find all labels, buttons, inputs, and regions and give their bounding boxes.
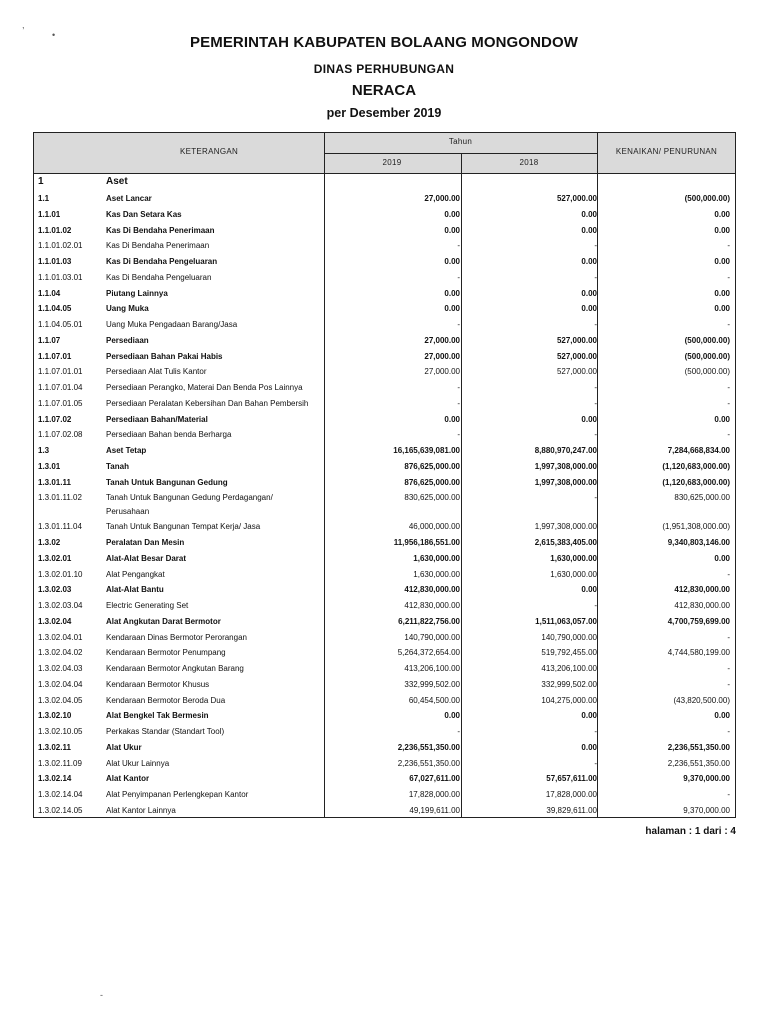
row-value-2019: 0.00 xyxy=(444,225,460,235)
row-value-2018: - xyxy=(594,241,597,251)
table-row xyxy=(34,535,735,551)
table-row xyxy=(34,693,735,709)
row-value-2018: 0.00 xyxy=(581,288,597,298)
row-code: 1.3.02.14.04 xyxy=(38,790,83,799)
row-value-change: (1,120,683,000.00) xyxy=(662,477,730,487)
row-code: 1.1.01.03 xyxy=(38,257,72,266)
table-row xyxy=(34,614,735,630)
row-description: Electric Generating Set xyxy=(106,601,189,610)
row-value-2019: 412,830,000.00 xyxy=(404,601,460,610)
table-row xyxy=(34,787,735,803)
row-value-2018: 527,000.00 xyxy=(556,335,597,345)
department-title: DINAS PERHUBUNGAN xyxy=(313,62,455,76)
row-value-change: 4,744,580,199.00 xyxy=(667,648,730,658)
row-value-change: 2,236,551,350.00 xyxy=(667,758,730,768)
table-row xyxy=(34,677,735,693)
row-value-2018: 413,206,100.00 xyxy=(541,664,597,673)
row-description: Alat Ukur Lainnya xyxy=(106,758,170,768)
row-description: Persediaan Bahan Pakai Habis xyxy=(106,351,223,361)
row-code: 1.3.02.10 xyxy=(38,711,72,721)
row-value-change: 412,830,000.00 xyxy=(674,601,730,610)
table-row xyxy=(34,551,735,567)
row-description: Peralatan Dan Mesin xyxy=(106,538,185,547)
table-row xyxy=(34,333,735,349)
row-value-2019: 16,165,639,081.00 xyxy=(393,446,460,455)
table-row xyxy=(34,301,735,317)
row-value-change: 0.00 xyxy=(714,553,730,563)
row-code: 1.3.01.11 xyxy=(38,477,71,487)
row-code: 1.1 xyxy=(38,194,50,203)
row-value-2018: 1,997,308,000.00 xyxy=(534,522,597,532)
row-description: Kas Di Bendaha Penerimaan xyxy=(106,225,215,235)
row-description: Kendaraan Bermotor Penumpang xyxy=(106,648,226,658)
row-value-2018: 527,000.00 xyxy=(556,194,597,203)
row-code: 1.1.07.02 xyxy=(38,414,72,424)
row-value-change: - xyxy=(727,430,730,440)
table-row xyxy=(34,191,735,207)
table-row xyxy=(34,380,735,396)
row-value-2019: 876,625,000.00 xyxy=(404,477,460,487)
row-description: Tanah Untuk Bangunan Gedung Perdagangan/ Perusahaan xyxy=(106,493,273,517)
row-value-change: 9,340,803,146.00 xyxy=(667,538,730,547)
row-code: 1.3.02 xyxy=(38,538,61,547)
row-value-2019: - xyxy=(457,272,460,282)
row-value-2018: 2,615,383,405.00 xyxy=(534,538,597,547)
row-value-2018: 519,792,455.00 xyxy=(541,648,597,658)
table-row xyxy=(34,661,735,677)
header-keterangan: KETERANGAN xyxy=(179,147,239,156)
row-value-change: (500,000.00) xyxy=(684,335,730,345)
scan-speck: • xyxy=(52,30,56,40)
row-value-2018: 0.00 xyxy=(581,257,597,266)
row-value-change: 7,284,668,834.00 xyxy=(667,446,730,455)
row-description: Aset Tetap xyxy=(106,446,147,455)
row-description: Uang Muka Pengadaan Barang/Jasa xyxy=(106,320,238,329)
row-value-change: 9,370,000.00 xyxy=(683,774,730,784)
row-description: Kendaraan Dinas Bermotor Perorangan xyxy=(106,632,247,642)
row-value-change: - xyxy=(727,241,730,251)
table-row xyxy=(34,771,735,787)
row-description: Alat Kantor xyxy=(106,774,150,784)
row-description: Persediaan Perangko, Materai Dan Benda Pos Lainnya xyxy=(106,383,303,392)
row-value-2019: 67,027,611.00 xyxy=(409,774,460,784)
row-description: Persediaan Alat Tulis Kantor xyxy=(106,367,207,377)
table-row xyxy=(34,630,735,646)
row-value-2018: 104,275,000.00 xyxy=(541,695,597,705)
row-value-2018: - xyxy=(594,383,597,392)
row-description: Persediaan xyxy=(106,335,149,345)
row-value-change: 0.00 xyxy=(714,414,730,424)
row-value-2019: 60,454,500.00 xyxy=(408,695,460,705)
row-value-2018: - xyxy=(594,758,597,768)
row-description: Kendaraan Bermotor Khusus xyxy=(106,679,210,689)
table-header xyxy=(34,133,735,174)
row-code: 1.3.02.03 xyxy=(38,585,72,595)
table-row xyxy=(34,207,735,223)
table-row xyxy=(34,724,735,740)
row-description: Perkakas Standar (Standart Tool) xyxy=(106,727,225,736)
row-value-change: 0.00 xyxy=(714,304,730,314)
table-row xyxy=(34,598,735,614)
row-value-2018: - xyxy=(594,320,597,329)
table-row xyxy=(34,567,735,583)
row-value-2019: 2,236,551,350.00 xyxy=(397,758,460,768)
row-value-2018: - xyxy=(594,727,597,736)
row-description: Kas Dan Setara Kas xyxy=(106,209,182,219)
row-description: Tanah Untuk Bangunan Gedung xyxy=(106,477,228,487)
row-value-2019: 0.00 xyxy=(444,257,460,266)
row-value-2019: 0.00 xyxy=(444,414,460,424)
row-value-2018: 17,828,000.00 xyxy=(545,790,597,799)
row-value-2018: 0.00 xyxy=(581,225,597,235)
row-value-2018: - xyxy=(594,601,597,610)
row-value-2018: - xyxy=(594,493,597,503)
row-value-2018: 140,790,000.00 xyxy=(541,632,597,642)
header-year-2019: 2019 xyxy=(382,158,402,167)
row-value-2019: 27,000.00 xyxy=(424,194,460,203)
row-code: 1.3.01 xyxy=(38,461,61,471)
table-row xyxy=(34,427,735,443)
row-description: Aset Lancar xyxy=(106,194,152,203)
row-code: 1.1.04 xyxy=(38,288,61,298)
row-value-2018: 57,657,611.00 xyxy=(546,774,597,784)
row-value-2018: 527,000.00 xyxy=(556,351,597,361)
table-row xyxy=(34,412,735,428)
table-row xyxy=(34,803,735,819)
row-description: Alat Pengangkat xyxy=(106,569,165,579)
row-code: 1.3.02.11.09 xyxy=(38,758,82,768)
row-code: 1.3.02.01 xyxy=(38,553,72,563)
row-value-change: (1,120,683,000.00) xyxy=(662,461,730,471)
row-code: 1.1.04.05.01 xyxy=(38,320,83,329)
header-change: KENAIKAN/ PENURUNAN xyxy=(615,147,718,156)
table-row xyxy=(34,173,735,189)
row-value-2018: 8,880,970,247.00 xyxy=(534,446,597,455)
row-value-2019: 412,830,000.00 xyxy=(404,585,460,595)
row-value-2019: 830,625,000.00 xyxy=(404,493,460,503)
row-value-2018: 39,829,611.00 xyxy=(546,805,597,815)
scan-speck: - xyxy=(100,990,103,1000)
row-value-change: - xyxy=(727,320,730,329)
row-code: 1.1.07.01.05 xyxy=(38,398,83,408)
table-row xyxy=(34,349,735,365)
row-code: 1.1.07.01 xyxy=(38,351,72,361)
row-description: Tanah Untuk Bangunan Tempat Kerja/ Jasa xyxy=(106,522,261,532)
table-row xyxy=(34,490,735,519)
table-row xyxy=(34,645,735,661)
row-description: Kendaraan Bermotor Beroda Dua xyxy=(106,695,226,705)
row-value-change: - xyxy=(727,727,730,736)
row-value-2018: 332,999,502.00 xyxy=(541,679,597,689)
row-value-change: 0.00 xyxy=(714,711,730,721)
row-value-change: 0.00 xyxy=(714,288,730,298)
row-value-2019: 876,625,000.00 xyxy=(404,461,460,471)
row-value-change: (43,820,500.00) xyxy=(673,695,730,705)
row-description: Uang Muka xyxy=(106,304,149,314)
row-code: 1.1.04.05 xyxy=(38,304,72,314)
row-description: Alat Kantor Lainnya xyxy=(106,805,176,815)
row-description: Alat Bengkel Tak Bermesin xyxy=(106,711,209,721)
row-value-2018: 1,511,063,057.00 xyxy=(535,616,597,626)
row-value-2018: 0.00 xyxy=(581,585,597,595)
row-value-2018: 1,630,000.00 xyxy=(550,569,597,579)
row-description: Alat Ukur xyxy=(106,742,142,752)
row-value-change: (500,000.00) xyxy=(684,367,730,377)
row-value-2019: 0.00 xyxy=(444,711,460,721)
table-row xyxy=(34,317,735,333)
row-code: 1.1.01.02 xyxy=(38,225,72,235)
row-code: 1.3.01.11.04 xyxy=(38,522,82,532)
row-value-2018: - xyxy=(594,430,597,440)
row-code: 1 xyxy=(38,176,44,187)
row-description: Piutang Lainnya xyxy=(106,288,168,298)
row-code: 1.3.02.04.03 xyxy=(38,664,83,673)
row-code: 1.3.02.04.04 xyxy=(38,679,83,689)
row-value-change: - xyxy=(727,383,730,392)
row-value-change: (1,951,308,000.00) xyxy=(662,522,730,532)
table-row xyxy=(34,756,735,772)
row-description: Kas Di Bendaha Pengeluaran xyxy=(106,257,218,266)
row-value-2018: - xyxy=(594,272,597,282)
row-description: Persediaan Peralatan Kebersihan Dan Bahan Pembersih xyxy=(106,398,309,408)
row-value-change: 0.00 xyxy=(714,209,730,219)
row-value-change: - xyxy=(727,679,730,689)
row-value-2019: - xyxy=(457,241,460,251)
row-value-2019: 46,000,000.00 xyxy=(408,522,460,532)
row-value-2019: 2,236,551,350.00 xyxy=(397,742,460,752)
report-period: per Desember 2019 xyxy=(326,106,442,120)
row-value-change: 0.00 xyxy=(714,257,730,266)
row-value-2019: - xyxy=(457,430,460,440)
row-code: 1.1.07 xyxy=(38,335,61,345)
row-description: Kas Di Bendaha Penerimaan xyxy=(106,241,210,251)
row-value-2019: - xyxy=(457,383,460,392)
row-description: Alat-Alat Bantu xyxy=(106,585,164,595)
row-value-2019: 6,211,822,756.00 xyxy=(398,616,460,626)
row-value-change: - xyxy=(727,632,730,642)
row-code: 1.3.02.14.05 xyxy=(38,805,83,815)
table-row xyxy=(34,286,735,302)
row-value-change: - xyxy=(727,664,730,673)
row-description: Persediaan Bahan benda Berharga xyxy=(106,430,232,440)
row-value-2019: 11,956,186,551.00 xyxy=(393,538,460,547)
row-description: Alat-Alat Besar Darat xyxy=(106,553,187,563)
row-code: 1.1.07.01.04 xyxy=(38,383,83,392)
row-value-2018: 0.00 xyxy=(581,742,597,752)
row-value-2018: 0.00 xyxy=(581,414,597,424)
row-description: Persediaan Bahan/Material xyxy=(106,414,208,424)
table-row xyxy=(34,443,735,459)
row-code: 1.3.02.11 xyxy=(38,742,71,752)
row-value-2019: - xyxy=(457,727,460,736)
institution-title: PEMERINTAH KABUPATEN BOLAANG MONGONDOW xyxy=(190,34,578,51)
row-value-2018: 0.00 xyxy=(581,711,597,721)
table-row xyxy=(34,223,735,239)
row-code: 1.1.01.03.01 xyxy=(38,272,83,282)
scan-speck: , xyxy=(22,20,25,30)
row-code: 1.1.01.02.01 xyxy=(38,241,83,251)
row-description: Alat Angkutan Darat Bermotor xyxy=(106,616,221,626)
row-code: 1.3.02.04.02 xyxy=(38,648,83,658)
row-code: 1.3.02.04.05 xyxy=(38,695,83,705)
table-row xyxy=(34,396,735,412)
row-value-2019: 0.00 xyxy=(444,304,460,314)
row-value-2019: 0.00 xyxy=(444,209,460,219)
row-value-2018: 1,997,308,000.00 xyxy=(534,461,597,471)
row-code: 1.1.07.01.01 xyxy=(38,367,83,377)
table-row xyxy=(34,254,735,270)
table-row xyxy=(34,270,735,286)
row-value-2019: 332,999,502.00 xyxy=(404,679,460,689)
row-code: 1.3 xyxy=(38,446,50,455)
row-value-change: 2,236,551,350.00 xyxy=(667,742,730,752)
row-value-change: 9,370,000.00 xyxy=(683,805,730,815)
row-value-2019: 27,000.00 xyxy=(424,351,460,361)
row-value-2019: 140,790,000.00 xyxy=(404,632,460,642)
row-code: 1.3.02.03.04 xyxy=(38,601,83,610)
row-value-2019: - xyxy=(457,320,460,329)
row-value-2019: 0.00 xyxy=(444,288,460,298)
table-row xyxy=(34,364,735,380)
row-value-change: 412,830,000.00 xyxy=(674,585,730,595)
row-value-change: - xyxy=(727,790,730,799)
table-row xyxy=(34,459,735,475)
row-code: 1.1.07.02.08 xyxy=(38,430,83,440)
row-value-change: 830,625,000.00 xyxy=(674,493,730,503)
row-value-change: - xyxy=(727,272,730,282)
row-value-2019: 27,000.00 xyxy=(424,335,460,345)
row-value-2019: 49,199,611.00 xyxy=(409,805,460,815)
row-value-2019: - xyxy=(457,398,460,408)
table-row xyxy=(34,475,735,491)
row-value-2018: 1,997,308,000.00 xyxy=(534,477,597,487)
page-number: halaman : 1 dari : 4 xyxy=(645,826,736,837)
row-value-2018: 1,630,000.00 xyxy=(550,553,597,563)
row-code: 1.3.02.04 xyxy=(38,616,72,626)
row-code: 1.3.02.01.10 xyxy=(38,569,83,579)
table-row xyxy=(34,740,735,756)
row-description: Kas Di Bendaha Pengeluaran xyxy=(106,272,212,282)
table-row xyxy=(34,708,735,724)
row-value-change: 4,700,759,699.00 xyxy=(667,616,730,626)
balance-sheet-table xyxy=(33,132,736,818)
table-row xyxy=(34,519,735,535)
table-row xyxy=(34,238,735,254)
row-description: Kendaraan Bermotor Angkutan Barang xyxy=(106,664,244,673)
row-value-2018: - xyxy=(594,398,597,408)
row-description: Tanah xyxy=(106,461,129,471)
row-description: Alat Penyimpanan Perlengkepan Kantor xyxy=(106,790,249,799)
row-code: 1.3.02.04.01 xyxy=(38,632,83,642)
row-value-2019: 413,206,100.00 xyxy=(404,664,460,673)
row-value-2018: 0.00 xyxy=(581,209,597,219)
row-value-2018: 0.00 xyxy=(581,304,597,314)
row-value-change: (500,000.00) xyxy=(684,351,730,361)
header-year-2018: 2018 xyxy=(519,158,539,167)
row-value-change: 0.00 xyxy=(714,225,730,235)
header-tahun: Tahun xyxy=(448,137,473,146)
report-title: NERACA xyxy=(351,82,417,99)
row-value-change: (500,000.00) xyxy=(684,194,730,203)
row-code: 1.3.01.11.02 xyxy=(38,493,82,503)
row-value-change: - xyxy=(727,569,730,579)
row-value-2018: 527,000.00 xyxy=(556,367,597,377)
row-value-change: - xyxy=(727,398,730,408)
row-code: 1.3.02.14 xyxy=(38,774,72,784)
row-value-2019: 17,828,000.00 xyxy=(408,790,460,799)
row-code: 1.3.02.10.05 xyxy=(38,727,83,736)
table-row xyxy=(34,582,735,598)
row-value-2019: 1,630,000.00 xyxy=(413,553,460,563)
row-code: 1.1.01 xyxy=(38,209,61,219)
row-value-2019: 5,264,372,654.00 xyxy=(397,648,460,658)
row-value-2019: 1,630,000.00 xyxy=(413,569,460,579)
row-description: Aset xyxy=(106,176,128,187)
row-value-2019: 27,000.00 xyxy=(424,367,460,377)
